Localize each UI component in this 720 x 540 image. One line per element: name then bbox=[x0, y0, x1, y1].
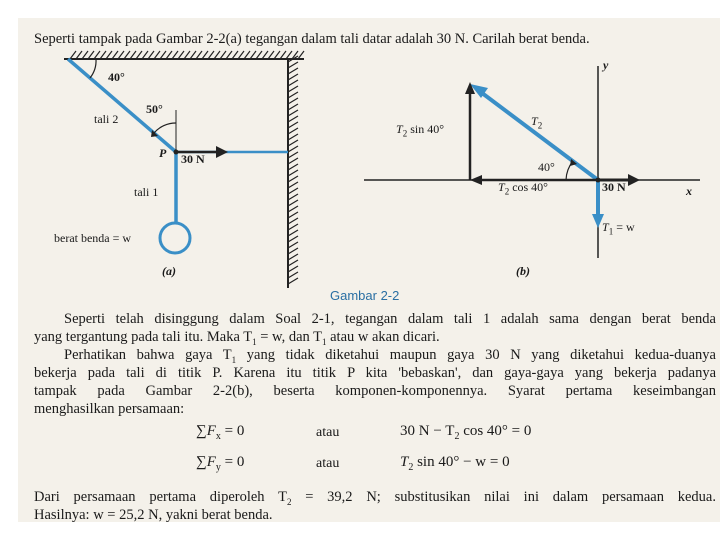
force-30n-label-b: 30 N bbox=[602, 180, 626, 194]
figure-b-tag: (b) bbox=[516, 264, 530, 278]
conclusion-line2: Hasilnya: w = 25,2 N, yakni berat benda. bbox=[34, 507, 273, 522]
t2-label: $T_2$ bbox=[531, 114, 543, 131]
para1-line2: yang tergantung pada tali itu. Maka $T_1 = w$, dan $T_1$ atau w akan dicari. bbox=[34, 329, 440, 347]
y-axis-label: y bbox=[603, 58, 609, 72]
angle-40-label-b: 40° bbox=[538, 160, 555, 174]
rope-2-label: tali 2 bbox=[94, 112, 119, 126]
t2-cos-label: $T_2$ cos 40° bbox=[498, 180, 548, 197]
figure-a-tag: (a) bbox=[162, 264, 176, 278]
t1-label: $T_1 = w$ bbox=[602, 220, 635, 237]
x-axis-label: x bbox=[686, 184, 692, 198]
t2-sin-label: $T_2$ sin 40° bbox=[396, 122, 444, 139]
figure-caption: Gambar 2-2 bbox=[330, 288, 400, 303]
equation-or-2: atau bbox=[316, 456, 340, 471]
conclusion-line1: Dari persamaan pertama diperoleh $T_2 = 39,2$ N; substitusikan nilai ini dalam persamaan kedua. bbox=[34, 489, 716, 507]
angle-50-label: 50° bbox=[146, 102, 163, 116]
force-30n-label-a: 30 N bbox=[181, 152, 205, 166]
textbook-page bbox=[18, 18, 720, 522]
rope-1-label: tali 1 bbox=[134, 185, 159, 199]
figure-b bbox=[18, 18, 720, 318]
weight-label: berat benda = w bbox=[54, 231, 132, 245]
point-p-label: P bbox=[159, 146, 167, 160]
para2-line4: menghasilkan persamaan: bbox=[34, 401, 185, 417]
equation-sum-fx: $\sum F_x = 0$ bbox=[196, 423, 245, 442]
para2-line2: bekerja pada tali di titik P. Karena itu titik P kita 'bebaskan', dan gaya-gaya yang bekerja padanya bbox=[34, 365, 716, 381]
para1-line1: Seperti telah disinggung dalam Soal 2-1, tegangan dalam tali 1 adalah sama dengan berat benda bbox=[64, 311, 716, 327]
para2-line1: Perhatikan bahwa gaya $T_1$ yang tidak diketahui maupun gaya 30 N yang diketahui kedua-duanya bbox=[64, 347, 716, 365]
problem-statement: Seperti tampak pada Gambar 2-2(a) tegangan dalam tali datar adalah 30 N. Carilah berat benda. bbox=[34, 31, 590, 47]
equation-result-1: 30 $N - T_2$ cos 40° = 0 bbox=[400, 423, 532, 442]
equation-sum-fy: $\sum F_y = 0$ bbox=[196, 454, 245, 473]
equation-result-2: $T_2$ sin 40° − w = 0 bbox=[400, 454, 510, 473]
equation-or-1: atau bbox=[316, 425, 340, 440]
angle-40-label-a: 40° bbox=[108, 70, 125, 84]
para2-line3: tampak pada Gambar 2-2(b), beserta komponen-komponennya. Syarat pertama keseimbangan bbox=[34, 383, 716, 399]
